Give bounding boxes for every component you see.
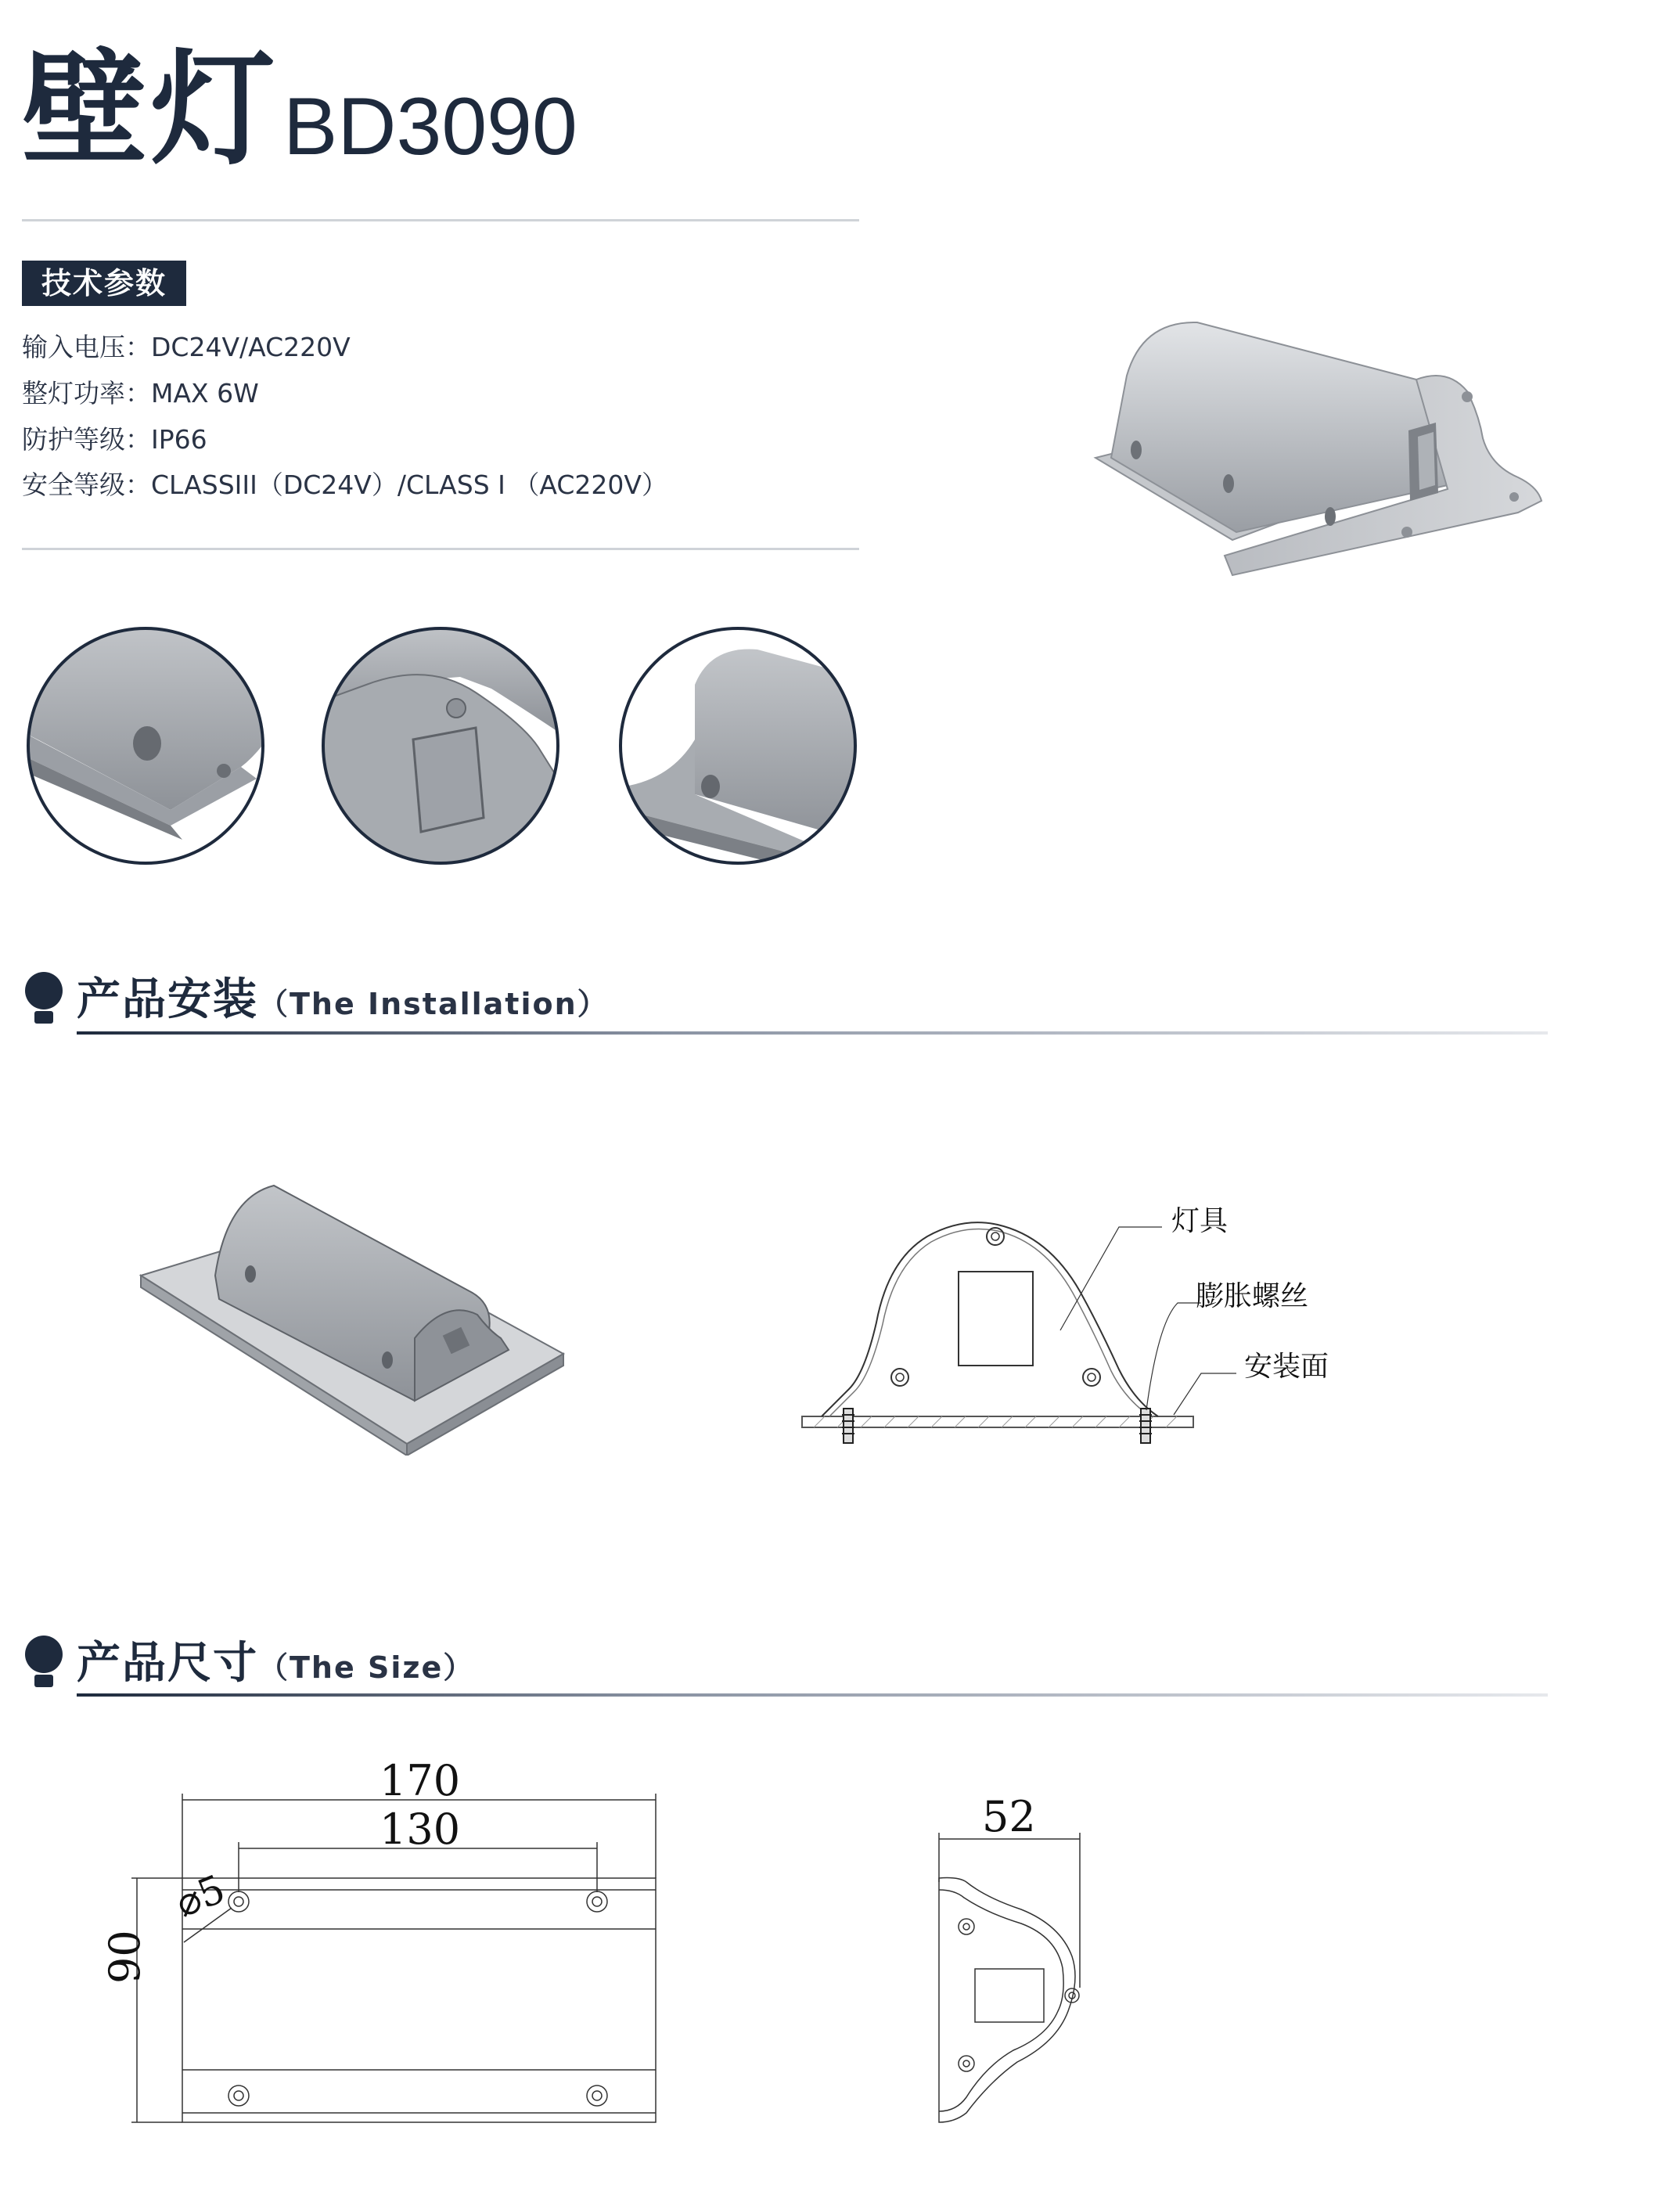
dim-height: 52 — [982, 1792, 1036, 1841]
product-render-image — [1080, 305, 1565, 603]
size-title — [77, 1638, 475, 1689]
detail-circle-end — [323, 622, 558, 873]
spec-label: 安全等级： — [22, 470, 151, 500]
installation-title-text: 产品安装 — [77, 974, 258, 1025]
spec-row — [22, 472, 667, 498]
dim-hole-diameter: ⌀5 — [169, 1866, 232, 1927]
header-divider — [22, 219, 859, 221]
bulb-icon — [22, 1634, 66, 1690]
spec-value: DC24V/AC220V — [151, 332, 351, 362]
installation-subtitle: （The Installation） — [258, 987, 609, 1021]
detail-circle-corner — [621, 628, 859, 873]
dimension-end-view — [923, 1823, 1103, 2136]
detail-views — [22, 622, 867, 873]
specs-badge: 技术参数 — [22, 261, 186, 306]
size-divider — [77, 1693, 1548, 1697]
installation-render-image — [133, 1174, 571, 1456]
page-title: 壁灯 — [22, 36, 279, 182]
label-fixture: 灯具 — [1171, 1205, 1229, 1237]
bulb-icon — [22, 970, 66, 1027]
installation-title — [77, 974, 609, 1025]
spec-value: CLASSIII（DC24V）/CLASS I （AC220V） — [151, 470, 667, 500]
spec-value: MAX 6W — [151, 378, 259, 408]
size-title-text: 产品尺寸 — [77, 1638, 258, 1689]
spec-value: IP66 — [151, 424, 207, 455]
installation-divider — [77, 1031, 1548, 1035]
label-anchor: 膨胀螺丝 — [1196, 1280, 1309, 1312]
spec-label: 整灯功率： — [22, 378, 151, 408]
spec-row — [22, 424, 207, 455]
dim-hole-spacing: 130 — [380, 1805, 461, 1854]
dim-length: 170 — [380, 1756, 461, 1805]
detail-circle-side — [22, 622, 272, 863]
spec-label: 防护等级： — [22, 424, 151, 455]
specs-divider — [22, 548, 859, 550]
size-subtitle: （The Size） — [258, 1650, 475, 1685]
spec-label: 输入电压： — [22, 332, 151, 362]
label-surface: 安装面 — [1244, 1351, 1329, 1383]
spec-row — [22, 334, 351, 360]
model-number: BD3090 — [283, 81, 577, 172]
installation-diagram — [790, 1189, 1408, 1456]
spec-row — [22, 380, 259, 406]
dim-width: 90 — [100, 1930, 149, 1984]
